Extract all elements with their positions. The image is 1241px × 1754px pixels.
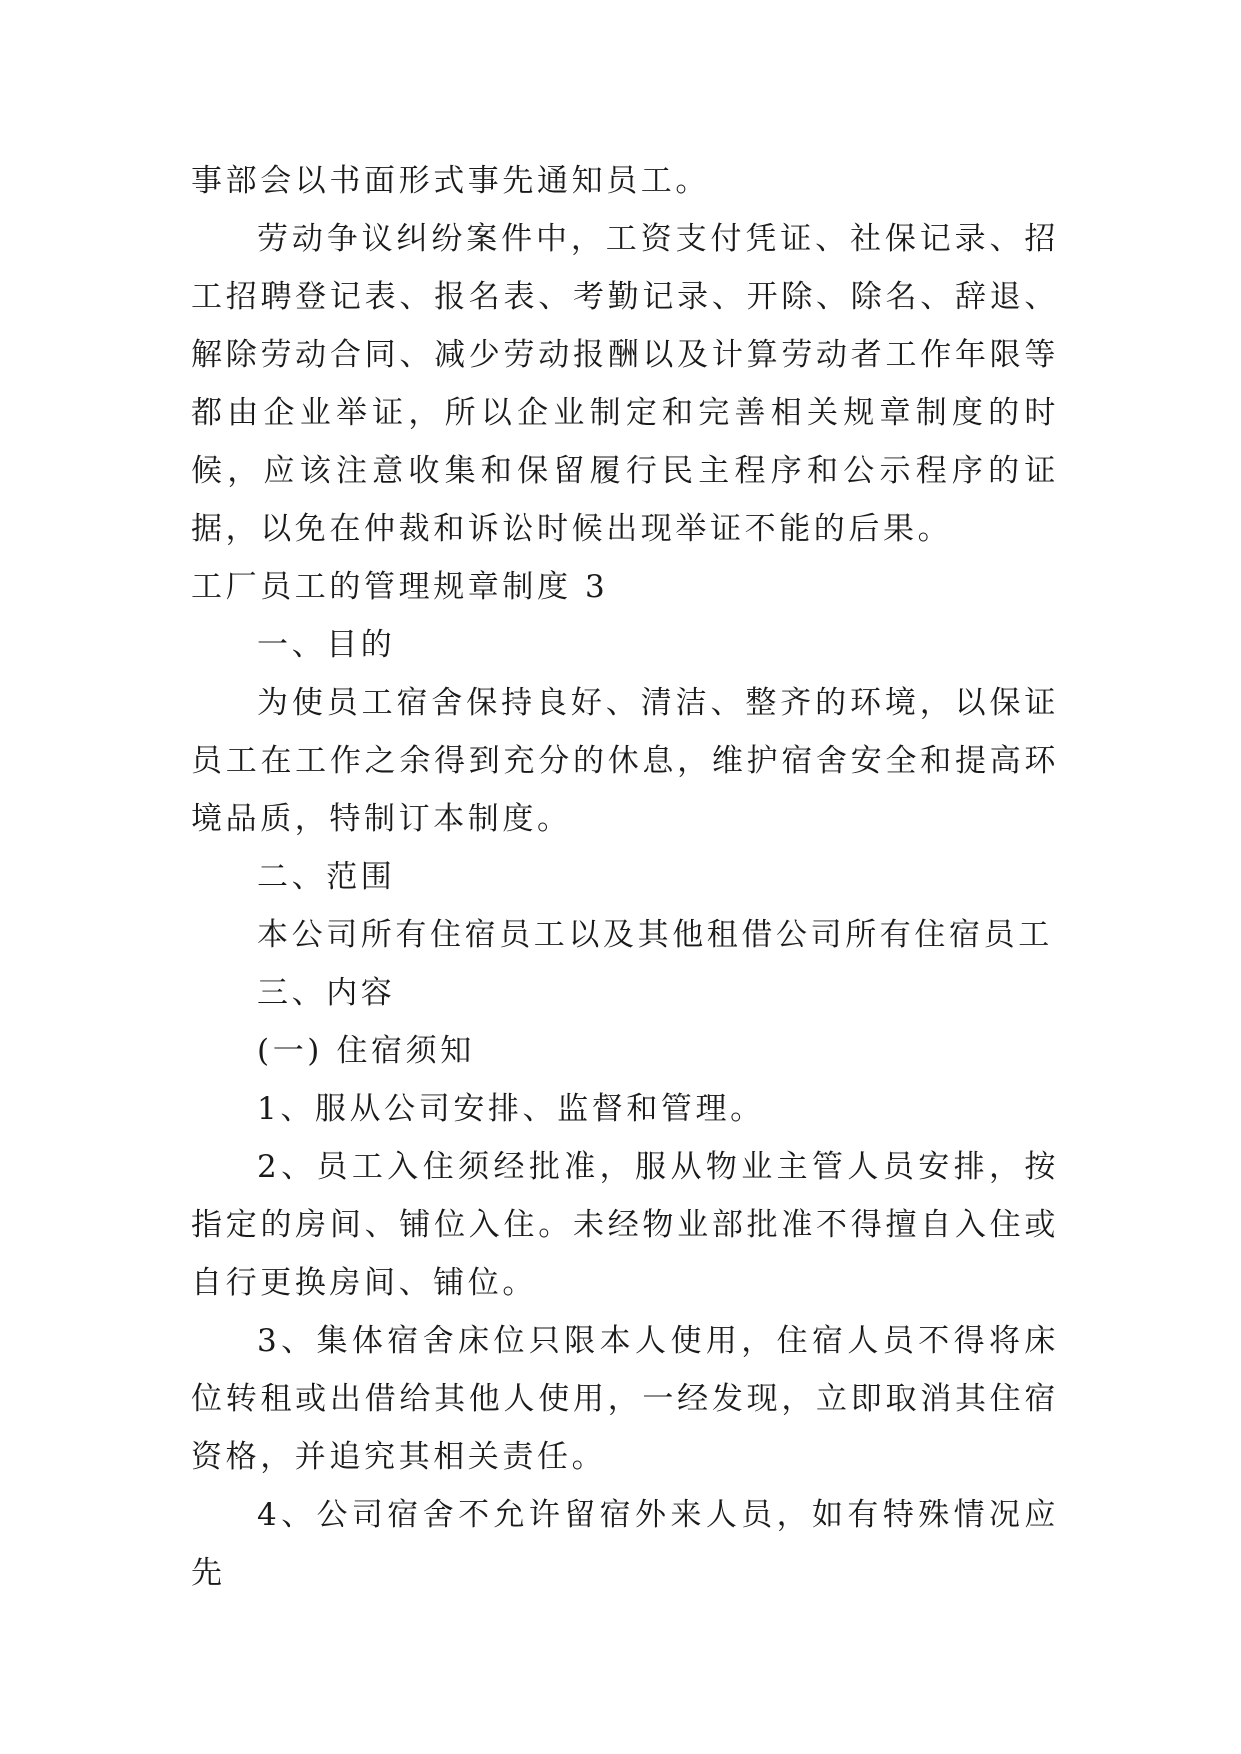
list-item: 2、员工入住须经批准，服从物业主管人员安排，按指定的房间、铺位入住。未经物业部批准不得擅自入住或自行更换房间、铺位。 bbox=[191, 1149, 1059, 1301]
paragraph: 本公司所有住宿员工以及其他租借公司所有住宿员工 bbox=[257, 917, 1053, 953]
list-item: 1、服从公司安排、监督和管理。 bbox=[257, 1091, 765, 1127]
section-heading: 三、内容 bbox=[257, 975, 396, 1011]
paragraph: 劳动争议纠纷案件中，工资支付凭证、社保记录、招工招聘登记表、报名表、考勤记录、开除、除名、辞退、解除劳动合同、减少劳动报酬以及计算劳动者工作年限等都由企业举证，所以企业制定和完善相关规章制度的时候，应该注意收集和保留履行民主程序和公示程序的证据，以免在仲裁和诉讼时候出现举证不能的后果。 bbox=[191, 221, 1059, 547]
paragraph: 为使员工宿舍保持良好、清洁、整齐的环境，以保证员工在工作之余得到充分的休息，维护宿舍安全和提高环境品质，特制订本制度。 bbox=[191, 685, 1059, 837]
document-body bbox=[191, 152, 1059, 1602]
section-heading: 一、目的 bbox=[257, 627, 396, 663]
subsection-heading: (一) 住宿须知 bbox=[257, 1033, 475, 1069]
section-title: 工厂员工的管理规章制度 3 bbox=[191, 569, 609, 605]
paragraph: 事部会以书面形式事先通知员工。 bbox=[191, 163, 710, 199]
list-item: 4、公司宿舍不允许留宿外来人员，如有特殊情况应先 bbox=[191, 1497, 1059, 1591]
section-heading: 二、范围 bbox=[257, 859, 396, 895]
list-item: 3、集体宿舍床位只限本人使用，住宿人员不得将床位转租或出借给其他人使用，一经发现，立即取消其住宿资格，并追究其相关责任。 bbox=[191, 1323, 1059, 1475]
